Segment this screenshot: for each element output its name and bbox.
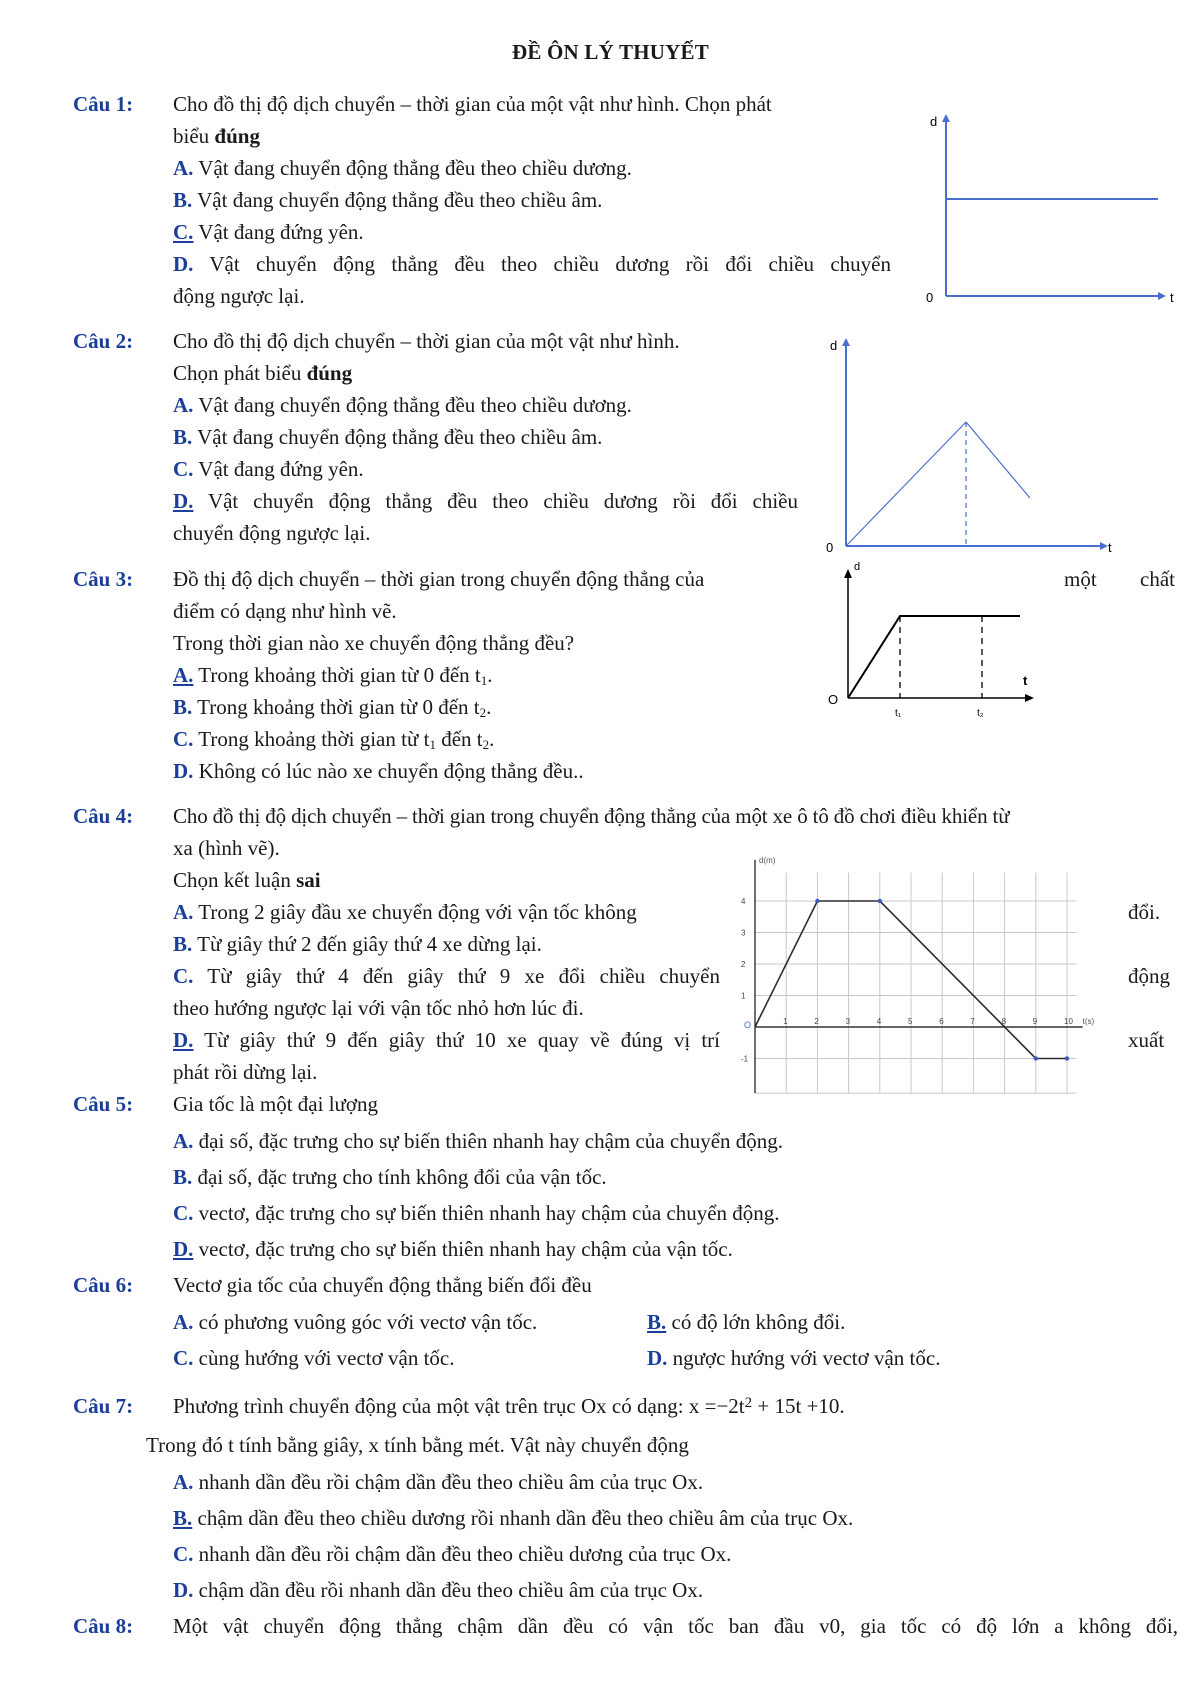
q4-x-tick-label: 10: [1064, 1017, 1073, 1026]
q4-option-c[interactable]: C. Từ giây thứ 4 đến giây thứ 9 xe đổi chiều chuyển: [173, 964, 721, 988]
q3-graph-t2: t₂: [977, 708, 984, 719]
q6-option-d[interactable]: D. ngược hướng với vectơ vận tốc.: [647, 1346, 941, 1370]
q1-stem-line2: biểu đúng: [173, 124, 260, 148]
q4-x-tick-label: 1: [783, 1017, 788, 1026]
q4-x-tick-label: 4: [876, 1017, 882, 1026]
q7-stem: Phương trình chuyển động của một vật trên trục Ox có dạng: $x =-2t^2 + 15t +10$.: [173, 1394, 845, 1418]
q7-option-a[interactable]: A. nhanh dần đều rồi chậm dần đều theo chiều âm của trục Ox.: [173, 1470, 704, 1494]
q2-graph: [820, 330, 1120, 560]
q4-option-d[interactable]: D. Từ giây thứ 9 đến giây thứ 10 xe quay về đúng vị trí: [173, 1028, 721, 1052]
q4-y-tick-label: -1: [741, 1054, 749, 1064]
q1-graph-x-arrow: [1158, 292, 1166, 300]
q3-graph-y-label: d: [854, 561, 861, 573]
q1-graph-y-label: d: [930, 114, 938, 129]
q2-stem-line2: Chọn phát biểu đúng: [173, 361, 353, 385]
q3-label: Câu 3:: [73, 567, 134, 591]
q5-label: Câu 5:: [73, 1092, 134, 1116]
q2-graph-x-label: t: [1108, 540, 1112, 555]
q1-graph: [920, 110, 1180, 310]
q4-x-tick-label: 8: [1001, 1017, 1007, 1026]
q3-stem-line2: điểm có dạng như hình vẽ.: [173, 599, 397, 623]
q4-option-c-right: động: [1128, 964, 1170, 988]
q1-graph-origin: 0: [926, 290, 934, 305]
q7-option-c[interactable]: C. nhanh dần đều rồi chậm dần đều theo chiều dương của trục Ox.: [173, 1542, 732, 1566]
q3-graph-line: [848, 616, 1020, 698]
q1-option-b[interactable]: B. Vật đang chuyển động thẳng đều theo chiều âm.: [173, 188, 603, 212]
q4-data-point: [878, 899, 882, 903]
q4-x-tick-label: 7: [970, 1017, 975, 1026]
q2-option-c[interactable]: C. Vật đang đứng yên.: [173, 457, 364, 481]
q3-option-c[interactable]: C. Trong khoảng thời gian từ $t_1$ đến $t_2$.: [173, 727, 495, 752]
q3-option-a[interactable]: A. Trong khoảng thời gian từ 0 đến $t_1$.: [173, 663, 493, 688]
q4-graph-y-label: d(m): [759, 856, 776, 866]
q4-graph-origin: O: [744, 1020, 752, 1030]
q8-label: Câu 8:: [73, 1614, 134, 1638]
q2-graph-x-arrow: [1100, 542, 1108, 550]
q6-option-b[interactable]: B. có độ lớn không đổi.: [647, 1310, 846, 1334]
q2-stem: Cho đồ thị độ dịch chuyển – thời gian của một vật như hình.: [173, 329, 680, 353]
q3-option-d[interactable]: D. Không có lúc nào xe chuyển động thẳng đều..: [173, 759, 584, 783]
q4-option-a[interactable]: A. Trong 2 giây đầu xe chuyển động với vận tốc không: [173, 900, 637, 924]
q5-option-b[interactable]: B. đại số, đặc trưng cho tính không đổi của vận tốc.: [173, 1165, 607, 1189]
q4-graph-x-label: t(s): [1082, 1017, 1095, 1026]
q8-stem: Một vật chuyển động thẳng chậm dần đều có vận tốc ban đầu v0, gia tốc có độ lớn a không đổi,: [173, 1614, 1178, 1638]
q4-x-tick-label: 9: [1032, 1017, 1038, 1026]
q3-graph-t1: t₁: [895, 708, 902, 719]
q2-option-a[interactable]: A. Vật đang chuyển động thẳng đều theo chiều dương.: [173, 393, 632, 417]
q6-label: Câu 6:: [73, 1273, 134, 1297]
q2-option-d[interactable]: D. Vật chuyển động thẳng đều theo chiều dương rồi đổi chiều: [173, 489, 798, 513]
q4-label: Câu 4:: [73, 804, 134, 828]
q1-label: Câu 1:: [73, 92, 134, 116]
q2-option-d-line2: chuyển động ngược lại.: [173, 521, 371, 545]
q7-option-b[interactable]: B. chậm dần đều theo chiều dương rồi nhanh dần đều theo chiều âm của trục Ox.: [173, 1506, 854, 1530]
q1-stem: Cho đồ thị độ dịch chuyển – thời gian của một vật như hình. Chọn phát: [173, 92, 772, 116]
q4-y-tick-label: 1: [741, 991, 746, 1001]
q4-graph-ticks: [741, 897, 1073, 1064]
q4-option-b[interactable]: B. Từ giây thứ 2 đến giây thứ 4 xe dừng lại.: [173, 932, 542, 956]
q6-option-a[interactable]: A. có phương vuông góc với vectơ vận tốc.: [173, 1310, 538, 1334]
q3-stem: Đồ thị độ dịch chuyển – thời gian trong chuyển động thẳng của: [173, 567, 705, 591]
q1-option-d-line2: động ngược lại.: [173, 284, 305, 308]
q4-x-tick-label: 3: [845, 1017, 851, 1026]
q4-graph-grid: [755, 873, 1076, 1094]
q3-graph: [820, 558, 1045, 728]
q7-option-d[interactable]: D. chậm dần đều rồi nhanh dần đều theo chiều âm của trục Ox.: [173, 1578, 704, 1602]
q5-option-d[interactable]: D. vectơ, đặc trưng cho sự biến thiên nhanh hay chậm của vận tốc.: [173, 1237, 733, 1261]
q6-stem: Vectơ gia tốc của chuyển động thẳng biến đổi đều: [173, 1273, 592, 1297]
q3-graph-x-arrow: [1025, 694, 1034, 702]
q3-graph-x-label: t: [1023, 673, 1028, 688]
q4-x-tick-label: 6: [939, 1017, 944, 1026]
q2-graph-origin: 0: [826, 540, 834, 555]
q4-y-tick-label: 2: [741, 960, 746, 969]
q4-data-point: [815, 899, 819, 903]
q4-data-point: [1034, 1056, 1038, 1060]
q4-option-a-right: đổi.: [1128, 900, 1161, 924]
q2-option-b[interactable]: B. Vật đang chuyển động thẳng đều theo chiều âm.: [173, 425, 603, 449]
q4-x-tick-label: 2: [814, 1017, 819, 1026]
q4-stem-line3: Chọn kết luận sai: [173, 868, 321, 892]
q3-graph-origin: O: [828, 692, 839, 707]
q5-option-a[interactable]: A. đại số, đặc trưng cho sự biến thiên nhanh hay chậm của chuyển động.: [173, 1129, 784, 1153]
q3-option-b[interactable]: B. Trong khoảng thời gian từ 0 đến $t_2$.: [173, 695, 492, 720]
q3-stem-right-2: chất: [1140, 567, 1175, 591]
q4-y-tick-label: 3: [741, 928, 746, 938]
q6-option-c[interactable]: C. cùng hướng với vectơ vận tốc.: [173, 1346, 455, 1370]
q5-stem: Gia tốc là một đại lượng: [173, 1092, 379, 1116]
q4-stem-line2: xa (hình vẽ).: [173, 836, 280, 860]
q1-graph-x-label: t: [1170, 290, 1174, 305]
q2-graph-fall: [966, 422, 1030, 498]
q7-stem-line2: Trong đó t tính bằng giây, x tính bằng mét. Vật này chuyển động: [146, 1433, 689, 1457]
q4-x-tick-label: 5: [908, 1017, 913, 1026]
q2-graph-y-label: d: [830, 338, 838, 353]
q2-graph-rise: [846, 422, 966, 546]
q4-stem: Cho đồ thị độ dịch chuyển – thời gian trong chuyển động thẳng của một xe ô tô đồ chơi điều khiển từ: [173, 804, 1010, 828]
q4-option-d-line2: phát rồi dừng lại.: [173, 1060, 318, 1084]
q4-option-d-right: xuất: [1128, 1028, 1165, 1052]
q2-label: Câu 2:: [73, 329, 134, 353]
q4-graph: [735, 845, 1125, 1100]
q1-option-a[interactable]: A. Vật đang chuyển động thẳng đều theo chiều dương.: [173, 156, 632, 180]
page-title: ĐỀ ÔN LÝ THUYẾT: [512, 40, 709, 64]
q2-graph-y-arrow: [842, 338, 850, 346]
q1-graph-y-arrow: [942, 114, 950, 122]
q3-graph-y-arrow: [844, 569, 852, 578]
q3-stem-line3: Trong thời gian nào xe chuyển động thẳng đều?: [173, 631, 575, 655]
q4-data-point: [1065, 1056, 1069, 1060]
q4-y-tick-label: 4: [741, 897, 746, 906]
q5-option-c[interactable]: C. vectơ, đặc trưng cho sự biến thiên nhanh hay chậm của chuyển động.: [173, 1201, 780, 1225]
q3-stem-right-1: một: [1064, 567, 1097, 591]
q7-label: Câu 7:: [73, 1394, 134, 1418]
q4-option-c-line2: theo hướng ngược lại với vận tốc nhỏ hơn lúc đi.: [173, 996, 584, 1020]
q1-option-c[interactable]: C. Vật đang đứng yên.: [173, 220, 364, 244]
q1-option-d[interactable]: D. Vật chuyển động thẳng đều theo chiều dương rồi đổi chiều chuyển: [173, 252, 891, 276]
